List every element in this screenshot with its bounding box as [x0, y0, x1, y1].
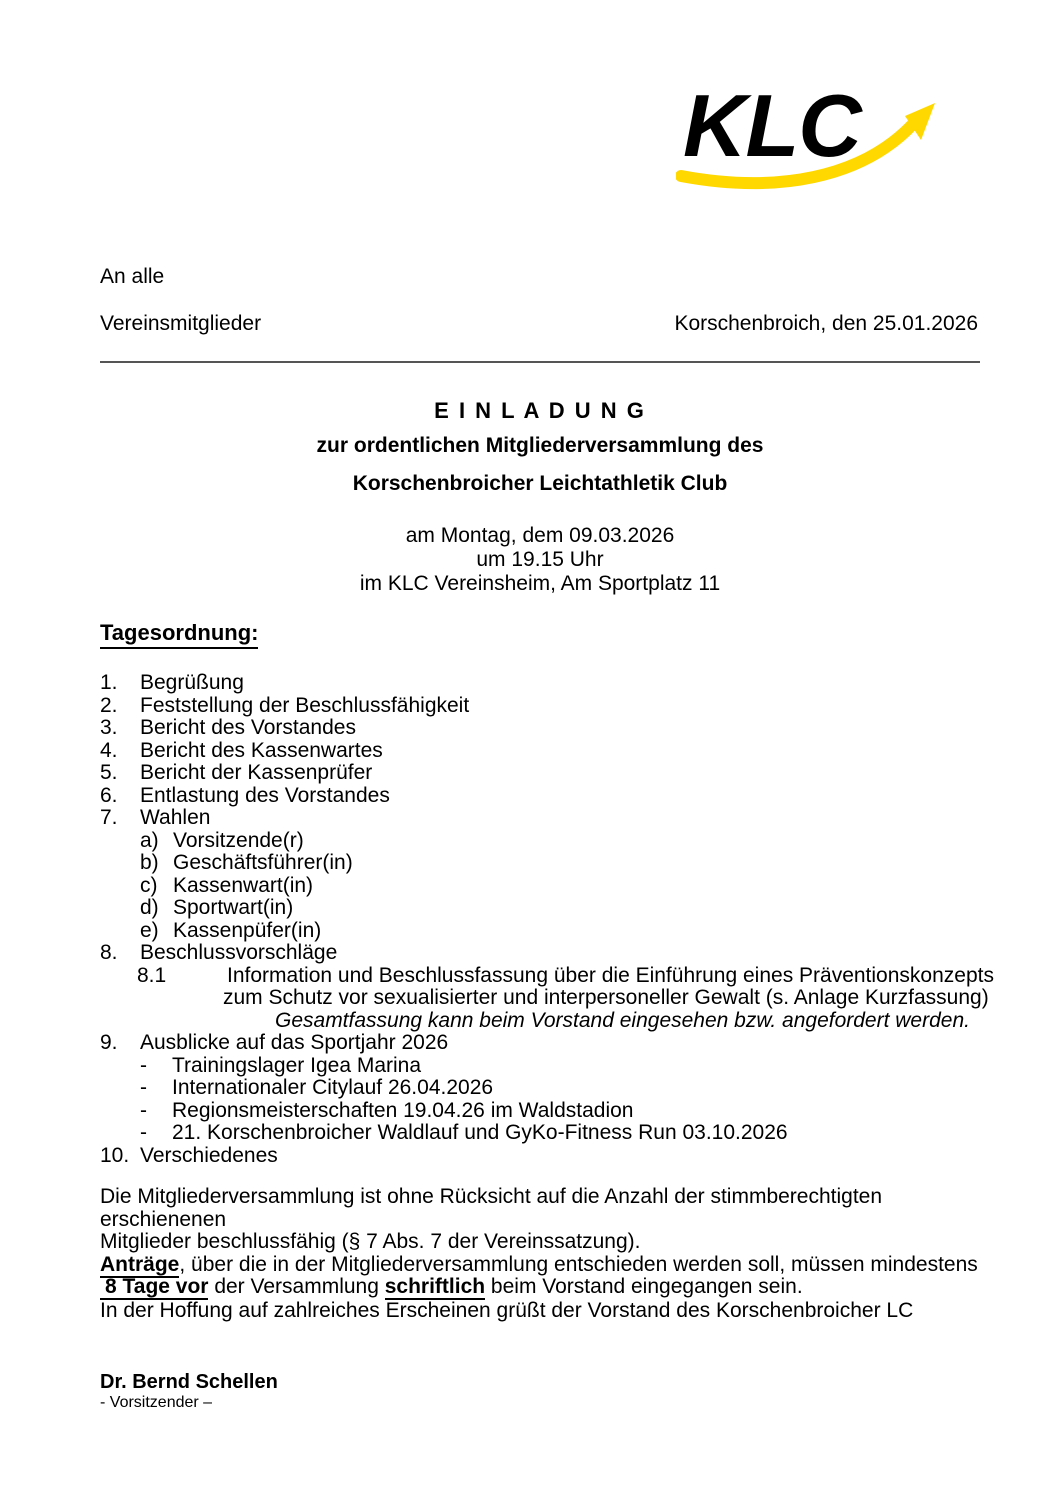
document-subtitle-2: Korschenbroicher Leichtathletik Club [352, 472, 728, 495]
place-date-line: Korschenbroich, den 25.01.2026 [674, 312, 978, 335]
agenda-subitem-text: Vorsitzende(r) [173, 828, 304, 852]
meeting-date: am Montag, dem 09.03.2026 [405, 524, 675, 547]
separator-line [100, 361, 980, 363]
agenda-item-7 [100, 807, 1000, 830]
agenda-item-4 [100, 740, 1000, 763]
dash-bullet: - [140, 1076, 147, 1099]
agenda-item-number: 9. [100, 1031, 118, 1054]
dash-bullet: - [140, 1121, 147, 1144]
agenda-item-text: Beschlussvorschläge [140, 941, 338, 964]
agenda-subitem-8-1-continuation: zum Schutz vor sexualisierter und interpersoneller Gewalt (s. Anlage Kurzfassung) [223, 986, 989, 1009]
notice-line-3 [100, 1254, 1000, 1277]
agenda-dash-text: Internationaler Citylauf 26.04.2026 [172, 1076, 494, 1099]
dash-bullet: - [140, 1098, 147, 1122]
agenda-dash-text: Regionsmeisterschaften 19.04.26 im Waldstadion [172, 1098, 634, 1122]
agenda-item-text: Bericht des Kassenwartes [140, 738, 383, 762]
agenda-item-text: Wahlen [140, 806, 211, 829]
agenda-item-9 [100, 1032, 1000, 1055]
agenda-item-text: Ausblicke auf das Sportjahr 2026 [140, 1031, 449, 1054]
agenda-item-number: 4. [100, 738, 118, 762]
agenda-item-number: 10. [100, 1143, 130, 1167]
agenda-subitem-text: Kassenwart(in) [173, 873, 314, 897]
document-title: E I N L A D U N G [434, 398, 646, 423]
notice-paragraph [100, 1186, 1000, 1299]
agenda-subitem-letter: e) [140, 918, 159, 942]
logo-text: KLC [683, 90, 861, 175]
antraege-emphasis: Anträge [100, 1252, 180, 1276]
agenda-item-number: 6. [100, 783, 118, 807]
notice-line-4 [100, 1276, 1000, 1299]
agenda-dash-text: Trainingslager Igea Marina [172, 1053, 422, 1077]
schriftlich-emphasis: schriftlich [384, 1275, 486, 1298]
agenda-dash-item-1 [140, 1055, 1000, 1078]
meeting-when-block [100, 524, 980, 596]
agenda-subitem-letter: b) [140, 851, 159, 874]
agenda-subitem-7e [140, 920, 1000, 943]
agenda-item-8 [100, 942, 1000, 965]
agenda-item-5 [100, 762, 1000, 785]
agenda-item-6 [100, 785, 1000, 808]
agenda-item-text: Entlastung des Vorstandes [140, 783, 390, 807]
notice-line-3-rest: , über die in der Mitgliederversammlung entschieden werden soll, müssen mindestens [179, 1252, 978, 1276]
agenda-subitem-letter: d) [140, 896, 159, 919]
agenda-item-number: 7. [100, 806, 118, 829]
agenda-item-text: Verschiedenes [140, 1143, 278, 1167]
notice-line-4-rest: beim Vorstand eingegangen sein. [485, 1275, 803, 1298]
klc-logo [676, 90, 938, 190]
agenda-dash-item-2 [140, 1077, 1000, 1100]
tage-emphasis: 8 Tage vor [100, 1275, 208, 1300]
agenda-subitem-text: Geschäftsführer(in) [173, 851, 353, 874]
agenda-subitem-7d [140, 897, 1000, 920]
agenda-item-number: 8. [100, 941, 118, 964]
agenda-dash-text: 21. Korschenbroicher Waldlauf und GyKo-Fitness Run 03.10.2026 [172, 1121, 788, 1144]
dash-bullet: - [140, 1053, 147, 1077]
agenda-item-text: Bericht der Kassenprüfer [140, 761, 373, 784]
agenda-item-text: Begrüßung [140, 671, 244, 694]
agenda-item-3 [100, 717, 1000, 740]
document-subtitle-1: zur ordentlichen Mitgliederversammlung des [316, 434, 764, 457]
agenda-item-10 [100, 1145, 1000, 1168]
signature-role: - Vorsitzender – [100, 1394, 213, 1411]
agenda-subitem-text: Kassenpüfer(in) [173, 918, 322, 942]
agenda-item-number: 1. [100, 671, 118, 694]
meeting-place: im KLC Vereinsheim, Am Sportplatz 11 [359, 572, 721, 595]
agenda-subitem-letter: a) [140, 828, 159, 852]
agenda-subitem-letter: c) [140, 873, 158, 897]
agenda-list [100, 672, 1000, 1167]
agenda-item-text: Bericht des Vorstandes [140, 716, 356, 739]
agenda-subitem-8-1-note: Gesamtfassung kann beim Vorstand eingesehen bzw. angefordert werden. [275, 1008, 970, 1032]
agenda-item-text: Feststellung der Beschlussfähigkeit [140, 693, 470, 717]
agenda-item-number: 5. [100, 761, 118, 784]
agenda-subitem-text: Sportwart(in) [173, 896, 294, 919]
agenda-item-number: 3. [100, 716, 118, 739]
agenda-subitem-7b [140, 852, 1000, 875]
notice-line-1: Die Mitgliederversammlung ist ohne Rücksicht auf die Anzahl der stimmberechtigten erschienenen [100, 1185, 883, 1231]
agenda-subitem-text: Information und Beschlussfassung über die Einführung eines Präventionskonzepts [227, 963, 994, 987]
agenda-dash-item-3 [140, 1100, 1000, 1123]
address-row [100, 313, 978, 336]
agenda-subitem-8-1 [137, 965, 1000, 988]
agenda-subitem-number: 8.1 [137, 963, 167, 987]
notice-line-4-mid: der Versammlung [208, 1275, 385, 1298]
agenda-subitem-7a [140, 830, 1000, 853]
agenda-dash-item-4 [140, 1122, 1000, 1145]
recipient-line-2: Vereinsmitglieder [100, 312, 262, 335]
closing-line: In der Hoffung auf zahlreiches Erscheinen grüßt der Vorstand des Korschenbroicher LC [100, 1299, 914, 1322]
signature-name: Dr. Bernd Schellen [100, 1371, 278, 1393]
agenda-item-number: 2. [100, 693, 118, 717]
recipient-line-1: An alle [100, 265, 165, 288]
notice-line-2: Mitglieder beschlussfähig (§ 7 Abs. 7 der Vereinssatzung). [100, 1230, 641, 1253]
agenda-heading: Tagesordnung: [100, 620, 258, 649]
agenda-item-2 [100, 695, 1000, 718]
agenda-item-1 [100, 672, 1000, 695]
agenda-subitem-7c [140, 875, 1000, 898]
meeting-time: um 19.15 Uhr [476, 548, 604, 571]
